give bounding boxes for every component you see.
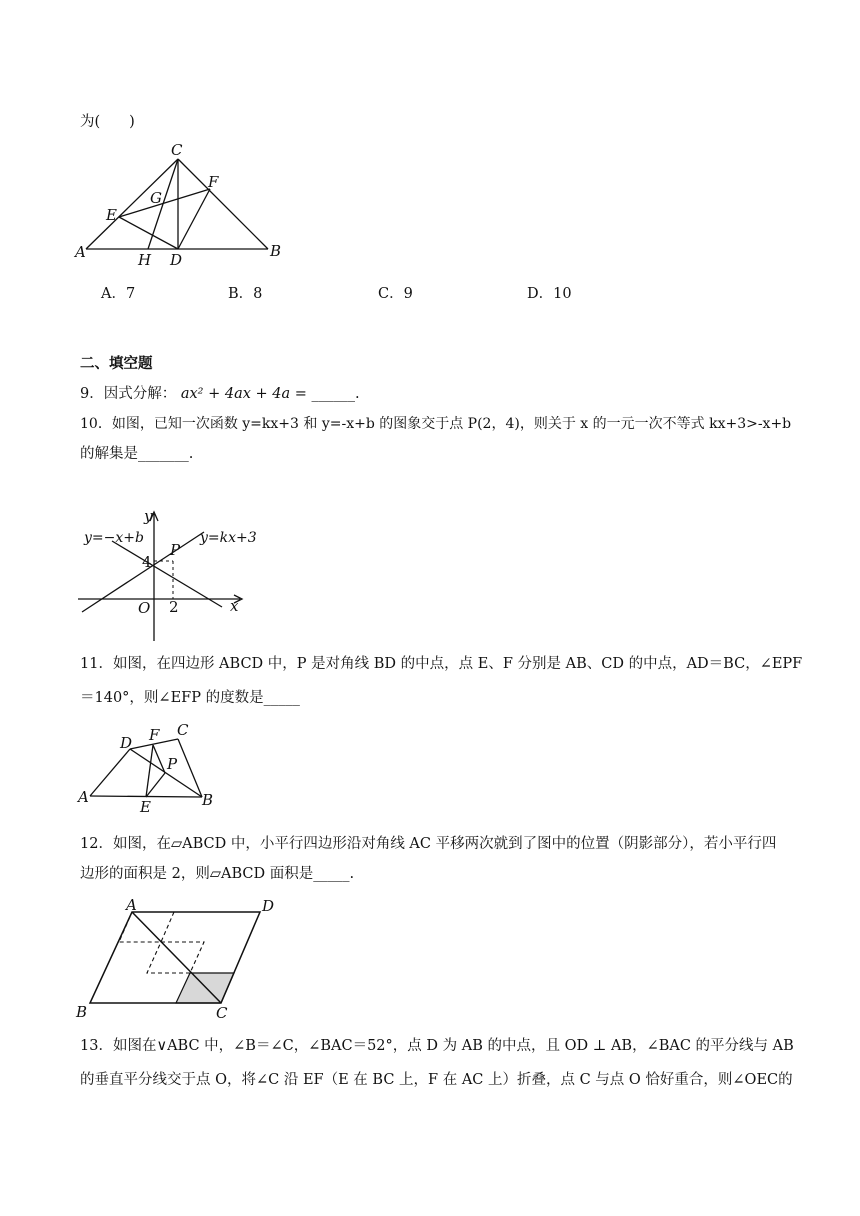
label-B: B: [270, 242, 282, 260]
q13-line1: 13．如图在∨ABC 中，∠B＝∠C，∠BAC＝52°，点 D 为 AB 的中点，且 OD ⊥ AB，∠BAC 的平分线与 AB: [80, 1038, 794, 1054]
q10-line1: 10．如图，已知一次函数 y=kx+3 和 y=-x+b 的图象交于点 P(2，4)，则关于 x 的一元一次不等式 kx+3>-x+b: [80, 416, 792, 432]
line-label-2: y=kx+3: [200, 530, 257, 546]
q8-option-c: C．9: [378, 286, 413, 302]
q13-line2: 的垂直平分线交于点 O，将∠C 沿 EF（E 在 BC 上，F 在 AC 上）折叠，点 C 与点 O 恰好重合，则∠OEC的: [80, 1072, 793, 1088]
label-F: F: [208, 173, 219, 191]
label-F: F: [149, 726, 160, 744]
section-heading: 二、填空题: [80, 356, 153, 372]
q11-line1: 11．如图，在四边形 ABCD 中，P 是对角线 BD 的中点，点 E、F 分别是 AB、CD 的中点，AD＝BC，∠EPF: [80, 656, 803, 672]
point-label: P: [170, 541, 181, 559]
q9: [80, 384, 360, 404]
q12-line2: 边形的面积是 2，则▱ABCD 面积是_____.: [80, 866, 355, 882]
label-B: B: [202, 791, 214, 809]
q8-option-d: D．10: [527, 286, 572, 302]
q9-expr: ax² + 4ax + 4a =: [180, 386, 307, 402]
y-value-label: 4: [142, 553, 152, 571]
q8-figure: [72, 138, 292, 268]
q11-line2: ＝140°，则∠EFP 的度数是_____: [80, 690, 300, 706]
q11-figure: [74, 718, 224, 818]
label-E: E: [106, 206, 117, 224]
label-P: P: [167, 755, 178, 773]
q9-prefix: 9．因式分解：: [80, 386, 177, 402]
label-B: B: [76, 1003, 88, 1021]
label-G: G: [150, 189, 162, 207]
q8-tail: 为( ): [80, 114, 135, 130]
label-A: A: [75, 243, 86, 261]
q8-option-b: B．8: [228, 286, 263, 302]
label-C: C: [216, 1004, 228, 1022]
label-C: C: [171, 141, 183, 159]
q10-graph: [74, 504, 274, 644]
x-value-label: 2: [169, 598, 179, 616]
q12-figure: [74, 896, 284, 1022]
label-C: C: [177, 721, 189, 739]
origin-label: O: [138, 599, 151, 617]
axis-y-label: y: [144, 507, 153, 525]
line-label-1: y=−x+b: [84, 530, 144, 546]
axis-x-label: x: [230, 597, 239, 615]
label-H: H: [138, 251, 152, 268]
label-A: A: [78, 788, 89, 806]
q9-blank: ______.: [311, 386, 360, 402]
q12-line1: 12．如图，在▱ABCD 中，小平行四边形沿对角线 AC 平移两次就到了图中的位置（阴影部分），若小平行四: [80, 836, 777, 852]
q8-option-a: A．7: [101, 286, 136, 302]
label-D: D: [170, 251, 183, 268]
label-A: A: [126, 896, 137, 914]
label-E: E: [140, 798, 151, 816]
q10-line2: 的解集是_______.: [80, 446, 194, 462]
label-D: D: [262, 897, 275, 915]
label-D: D: [120, 734, 133, 752]
